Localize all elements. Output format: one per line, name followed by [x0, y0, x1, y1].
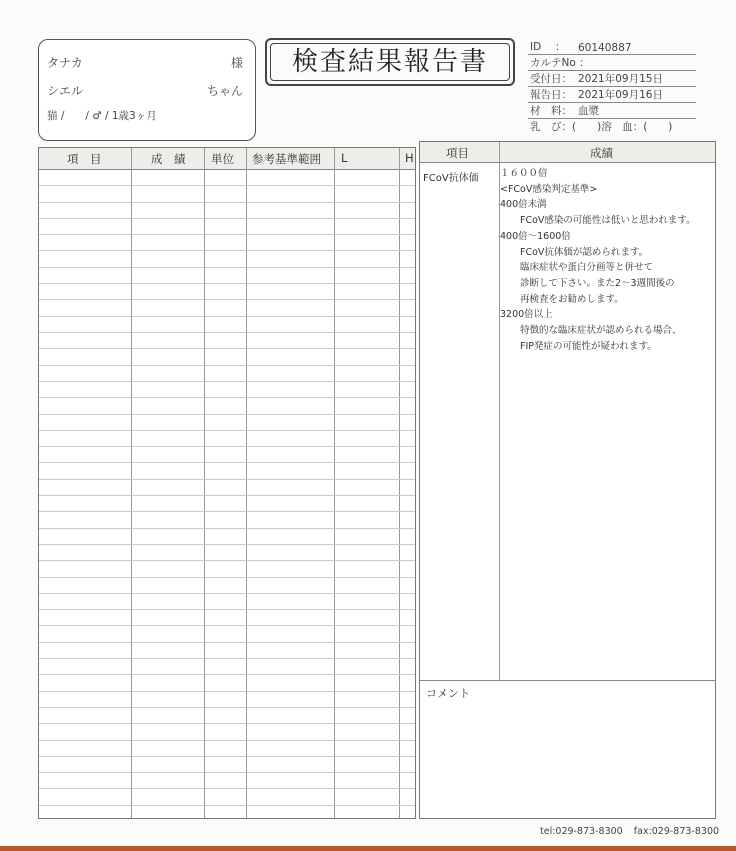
- left-row-line: [39, 772, 415, 773]
- left-row-line: [39, 593, 415, 594]
- left-row-line: [39, 723, 415, 724]
- left-column-divider: [334, 148, 335, 818]
- header-unit: 単位: [211, 152, 234, 166]
- left-row-line: [39, 283, 415, 284]
- header-item: 項 目: [67, 152, 102, 166]
- footer-fax: fax:029-873-8300: [633, 826, 720, 837]
- header-right-item: 項目: [446, 146, 469, 160]
- result-line: 診断して下さい。また2～3週間後の: [520, 277, 675, 289]
- meta-id: [528, 40, 696, 55]
- meta-received: [528, 72, 696, 87]
- left-table-header: [39, 148, 415, 170]
- meta-extra-text: 乳 び：( )溶 血：( ): [530, 121, 673, 133]
- result-line: <FCoV感染判定基準>: [500, 183, 598, 195]
- left-row-line: [39, 365, 415, 366]
- left-row-line: [39, 805, 415, 806]
- left-row-line: [39, 381, 415, 382]
- left-column-divider: [131, 148, 132, 818]
- left-row-line: [39, 299, 415, 300]
- result-line: 臨床症状や蛋白分画等と併せて: [520, 262, 654, 274]
- header-reference-range: 参考基準範囲: [252, 152, 321, 166]
- left-row-line: [39, 462, 415, 463]
- left-row-line: [39, 234, 415, 235]
- contact-footer: [540, 826, 727, 837]
- test-item-name: FCoV抗体価: [423, 173, 479, 184]
- left-row-line: [39, 414, 415, 415]
- left-row-line: [39, 544, 415, 545]
- meta-material: [528, 104, 696, 119]
- page-title: 検査結果報告書: [270, 43, 510, 81]
- left-row-line: [39, 267, 415, 268]
- owner-row: [47, 54, 243, 71]
- left-row-line: [39, 528, 415, 529]
- comment-label: コメント: [426, 687, 470, 700]
- pet-name: シエル: [47, 84, 84, 98]
- owner-name: タナカ: [47, 56, 83, 70]
- pet-row: [47, 82, 243, 99]
- left-row-line: [39, 511, 415, 512]
- meta-karte: [528, 56, 696, 71]
- left-row-line: [39, 674, 415, 675]
- left-row-line: [39, 625, 415, 626]
- left-row-line: [39, 788, 415, 789]
- left-row-line: [39, 756, 415, 757]
- result-line: 400倍～1600倍: [500, 230, 571, 242]
- header-result: 成 績: [151, 152, 186, 166]
- left-column-divider: [246, 148, 247, 818]
- left-row-line: [39, 577, 415, 578]
- result-line: FCoV抗体価が認められます。: [520, 246, 649, 258]
- meta-extra: [528, 120, 696, 134]
- meta-received-label: 受付日：: [530, 73, 572, 85]
- left-row-line: [39, 250, 415, 251]
- owner-suffix: 様: [230, 56, 243, 70]
- result-line: １６００倍: [500, 168, 548, 179]
- left-row-line: [39, 446, 415, 447]
- left-row-line: [39, 218, 415, 219]
- meta-id-value: 60140887: [578, 42, 632, 54]
- comment-divider: [420, 680, 715, 681]
- pet-suffix: ちゃん: [206, 84, 243, 98]
- left-row-line: [39, 479, 415, 480]
- left-row-line: [39, 691, 415, 692]
- footer-tel: tel:029-873-8300: [540, 826, 623, 837]
- left-column-divider: [399, 148, 400, 818]
- left-row-line: [39, 397, 415, 398]
- left-row-line: [39, 609, 415, 610]
- result-line: FIP発症の可能性が疑われます。: [520, 340, 657, 352]
- meta-material-value: 血漿: [578, 105, 599, 117]
- header-high: H: [405, 151, 414, 165]
- result-line: 3200倍以上: [500, 309, 553, 321]
- left-row-line: [39, 740, 415, 741]
- left-row-line: [39, 430, 415, 431]
- result-line: FCoV感染の可能性は低いと思われます。: [520, 215, 696, 227]
- left-row-line: [39, 332, 415, 333]
- results-grid-right: [419, 141, 716, 819]
- meta-karte-label: カルテNo ：: [530, 57, 590, 69]
- left-row-line: [39, 658, 415, 659]
- left-column-divider: [204, 148, 205, 818]
- result-line: 400倍未満: [500, 199, 547, 211]
- right-table-header: [420, 142, 715, 163]
- result-line: 特徴的な臨床症状が認められる場合、: [520, 325, 682, 337]
- left-row-line: [39, 185, 415, 186]
- left-row-line: [39, 560, 415, 561]
- meta-material-label: 材 料：: [530, 105, 572, 117]
- title-frame: [265, 38, 515, 86]
- left-row-line: [39, 707, 415, 708]
- report-meta: [528, 40, 696, 135]
- left-row-line: [39, 348, 415, 349]
- results-grid-left: [38, 147, 416, 819]
- left-row-line: [39, 202, 415, 203]
- pet-profile: 猫 / / ♂ / 1歳3ヶ月: [47, 110, 157, 122]
- left-row-line: [39, 316, 415, 317]
- header-right-result: 成績: [590, 146, 613, 160]
- test-result-text: [500, 166, 696, 354]
- patient-info-box: [38, 39, 256, 141]
- meta-id-label: ID ：: [530, 41, 566, 53]
- header-low: L: [341, 151, 348, 165]
- meta-reported-value: 2021年09月16日: [578, 89, 663, 101]
- meta-reported-label: 報告日：: [530, 89, 572, 101]
- left-row-line: [39, 642, 415, 643]
- left-row-line: [39, 495, 415, 496]
- meta-reported: [528, 88, 696, 103]
- result-line: 再検査をお勧めします。: [520, 293, 624, 305]
- meta-received-value: 2021年09月15日: [578, 73, 663, 85]
